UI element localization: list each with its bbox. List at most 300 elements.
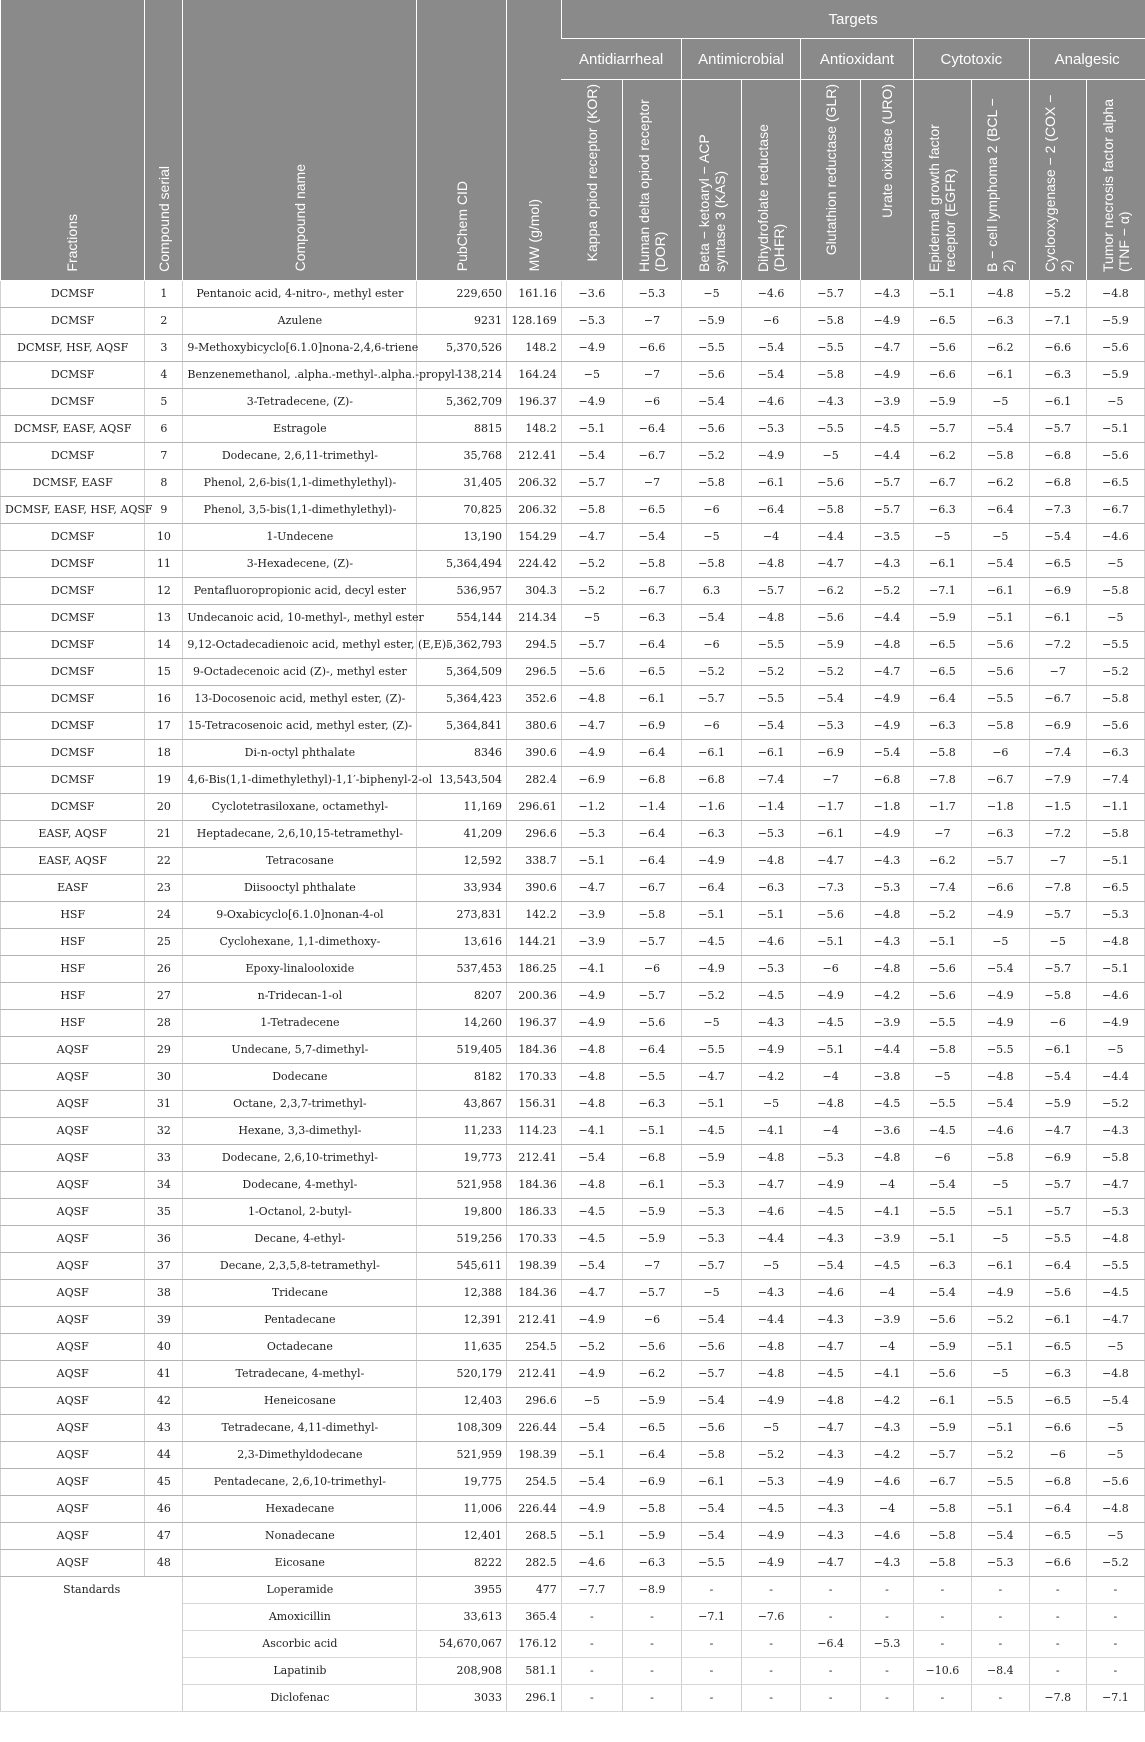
score-cell: −5.1 [971, 1198, 1029, 1225]
score-cell: −5.9 [913, 388, 971, 415]
standard-row [1, 1576, 1145, 1603]
header-target-egfr: Epidermal growth factor receptor (EGFR) [913, 80, 971, 281]
score-cell: −5.6 [1086, 334, 1144, 361]
score-cell: −5.8 [913, 1522, 971, 1549]
table-row [1, 1090, 1145, 1117]
serial-cell: 43 [145, 1414, 183, 1441]
score-cell: −5.6 [1086, 442, 1144, 469]
cid-cell: 229,650 [417, 280, 507, 307]
compound-name-cell: 2,3-Dimethyldodecane [183, 1441, 417, 1468]
score-cell: −5.6 [913, 955, 971, 982]
score-cell: −5.6 [561, 658, 622, 685]
score-cell: −4.5 [801, 1198, 861, 1225]
mw-cell: 206.32 [507, 469, 562, 496]
header-category-analgesic: Analgesic [1029, 39, 1144, 80]
compound-name-cell: Dodecane, 2,6,10-trimethyl- [183, 1144, 417, 1171]
mw-cell: 184.36 [507, 1279, 562, 1306]
score-cell: −5.5 [681, 334, 741, 361]
score-cell: −5.9 [913, 1333, 971, 1360]
table-row [1, 1333, 1145, 1360]
score-cell: −5 [971, 1171, 1029, 1198]
score-cell: −4.4 [742, 1306, 801, 1333]
compound-name-cell: n-Tridecan-1-ol [183, 982, 417, 1009]
cid-cell: 19,800 [417, 1198, 507, 1225]
compound-name-cell: Pentanoic acid, 4-nitro-, methyl ester [183, 280, 417, 307]
cid-cell: 554,144 [417, 604, 507, 631]
mw-cell: 254.5 [507, 1468, 562, 1495]
score-cell: −5.1 [801, 1036, 861, 1063]
score-cell: −4.9 [561, 388, 622, 415]
score-cell: −5.9 [681, 307, 741, 334]
score-cell: −4 [861, 1495, 914, 1522]
score-cell: −4.3 [801, 388, 861, 415]
score-cell: - [861, 1657, 914, 1684]
score-cell: −6.5 [1086, 469, 1144, 496]
score-cell: −6.4 [622, 631, 681, 658]
compound-name-cell: Pentadecane [183, 1306, 417, 1333]
score-cell: −5.9 [913, 1414, 971, 1441]
score-cell: −5.4 [681, 1387, 741, 1414]
score-cell: −7.1 [681, 1603, 741, 1630]
score-cell: −5.2 [681, 658, 741, 685]
score-cell: −4.3 [801, 1306, 861, 1333]
table-header [1, 0, 1145, 280]
fraction-cell: AQSF [1, 1306, 145, 1333]
serial-cell: 18 [145, 739, 183, 766]
compound-name-cell: Undecanoic acid, 10-methyl-, methyl ester [183, 604, 417, 631]
score-cell: - [561, 1684, 622, 1711]
score-cell: −5.7 [681, 1252, 741, 1279]
score-cell: −4.7 [561, 712, 622, 739]
score-cell: - [742, 1684, 801, 1711]
score-cell: −5 [1086, 604, 1144, 631]
score-cell: −4.9 [861, 685, 914, 712]
score-cell: −6.5 [622, 1414, 681, 1441]
serial-cell: 21 [145, 820, 183, 847]
mw-cell: 148.2 [507, 334, 562, 361]
mw-cell: 352.6 [507, 685, 562, 712]
fraction-cell: DCMSF [1, 658, 145, 685]
score-cell: −4.7 [801, 1549, 861, 1576]
score-cell: - [742, 1576, 801, 1603]
score-cell: −4.3 [861, 847, 914, 874]
score-cell: −6.7 [1086, 496, 1144, 523]
score-cell: −5.2 [1086, 658, 1144, 685]
mw-cell: 226.44 [507, 1414, 562, 1441]
cid-cell: 5,364,423 [417, 685, 507, 712]
score-cell: −5.7 [681, 1360, 741, 1387]
score-cell: −5.4 [561, 1414, 622, 1441]
score-cell: −6.2 [971, 334, 1029, 361]
score-cell: −5.7 [561, 631, 622, 658]
score-cell: −4.7 [1086, 1306, 1144, 1333]
score-cell: −7 [1029, 658, 1086, 685]
mw-cell: 296.1 [507, 1684, 562, 1711]
score-cell: −4.6 [1086, 523, 1144, 550]
table-row [1, 766, 1145, 793]
compound-name-cell: Octane, 2,3,7-trimethyl- [183, 1090, 417, 1117]
score-cell: −5.8 [561, 496, 622, 523]
header-category-antioxidant: Antioxidant [801, 39, 914, 80]
score-cell: −5 [681, 1279, 741, 1306]
score-cell: −4.2 [742, 1063, 801, 1090]
score-cell: −5.1 [801, 928, 861, 955]
score-cell: - [561, 1630, 622, 1657]
score-cell: −6.3 [971, 820, 1029, 847]
score-cell: −5.9 [622, 1387, 681, 1414]
score-cell: −5.2 [971, 1441, 1029, 1468]
serial-cell: 41 [145, 1360, 183, 1387]
fraction-cell: HSF [1, 1009, 145, 1036]
score-cell: −6.5 [1029, 1522, 1086, 1549]
score-cell: −1.5 [1029, 793, 1086, 820]
score-cell: −6.5 [1029, 550, 1086, 577]
score-cell: −6.5 [1086, 874, 1144, 901]
score-cell: −4.9 [1086, 1009, 1144, 1036]
score-cell: −5.8 [801, 496, 861, 523]
mw-cell: 365.4 [507, 1603, 562, 1630]
score-cell: - [861, 1684, 914, 1711]
mw-cell: 212.41 [507, 1306, 562, 1333]
compound-name-cell: Diisooctyl phthalate [183, 874, 417, 901]
score-cell: −6.6 [1029, 334, 1086, 361]
score-cell: - [681, 1630, 741, 1657]
score-cell: −5.6 [622, 1333, 681, 1360]
score-cell: −5.7 [622, 982, 681, 1009]
mw-cell: 196.37 [507, 388, 562, 415]
mw-cell: 390.6 [507, 739, 562, 766]
score-cell: −6.1 [971, 1252, 1029, 1279]
fraction-cell: AQSF [1, 1522, 145, 1549]
score-cell: - [913, 1603, 971, 1630]
fraction-cell: DCMSF [1, 361, 145, 388]
score-cell: −4.8 [742, 1144, 801, 1171]
score-cell: - [1086, 1576, 1144, 1603]
compound-name-cell: Decane, 2,3,5,8-tetramethyl- [183, 1252, 417, 1279]
score-cell: −5 [681, 1009, 741, 1036]
score-cell: −4.6 [742, 1198, 801, 1225]
score-cell: −6.1 [742, 469, 801, 496]
serial-cell: 7 [145, 442, 183, 469]
score-cell: −5.1 [561, 847, 622, 874]
table-row [1, 1198, 1145, 1225]
score-cell: −6.3 [681, 820, 741, 847]
score-cell: −4.8 [561, 685, 622, 712]
header-target-kas: Beta − ketoaryl − ACP syntase 3 (KAS) [681, 80, 741, 281]
score-cell: −5.6 [913, 1360, 971, 1387]
mw-cell: 154.29 [507, 523, 562, 550]
score-cell: −4.6 [801, 1279, 861, 1306]
score-cell: −6.5 [1029, 1333, 1086, 1360]
score-cell: −5.4 [681, 1306, 741, 1333]
cid-cell: 5,364,494 [417, 550, 507, 577]
compound-name-cell: Diclofenac [183, 1684, 417, 1711]
compound-name-cell: Pentafluoropropionic acid, decyl ester [183, 577, 417, 604]
fraction-cell: AQSF [1, 1198, 145, 1225]
fraction-cell: DCMSF [1, 388, 145, 415]
cid-cell: 13,543,504 [417, 766, 507, 793]
mw-cell: 224.42 [507, 550, 562, 577]
score-cell: −5.9 [622, 1198, 681, 1225]
score-cell: −5.6 [1086, 712, 1144, 739]
score-cell: −4.8 [1086, 280, 1144, 307]
score-cell: −1.4 [742, 793, 801, 820]
score-cell: −6.2 [913, 847, 971, 874]
score-cell: −5.8 [913, 739, 971, 766]
fraction-cell: EASF, AQSF [1, 847, 145, 874]
serial-cell: 23 [145, 874, 183, 901]
score-cell: −4.8 [971, 280, 1029, 307]
score-cell: - [913, 1576, 971, 1603]
score-cell: - [622, 1657, 681, 1684]
score-cell: −4.7 [801, 1414, 861, 1441]
score-cell: −4.5 [861, 1090, 914, 1117]
score-cell: −4.5 [681, 1117, 741, 1144]
serial-cell: 34 [145, 1171, 183, 1198]
score-cell: −4.9 [742, 1036, 801, 1063]
score-cell: −5.3 [971, 1549, 1029, 1576]
score-cell: −4.9 [561, 1306, 622, 1333]
mw-cell: 338.7 [507, 847, 562, 874]
cid-cell: 8222 [417, 1549, 507, 1576]
header-target-cox2: Cyclooxygenase − 2 (COX − 2) [1029, 80, 1086, 281]
score-cell: −4.6 [1086, 982, 1144, 1009]
score-cell: −5.3 [561, 820, 622, 847]
score-cell: −6.3 [913, 496, 971, 523]
score-cell: - [742, 1630, 801, 1657]
mw-cell: 212.41 [507, 442, 562, 469]
compound-name-cell: Heptadecane, 2,6,10,15-tetramethyl- [183, 820, 417, 847]
score-cell: −5.8 [681, 469, 741, 496]
fraction-cell: DCMSF [1, 631, 145, 658]
score-cell: −5 [971, 928, 1029, 955]
score-cell: −4.3 [861, 550, 914, 577]
fraction-cell: DCMSF [1, 766, 145, 793]
score-cell: - [561, 1603, 622, 1630]
header-target-dhfr: Dihydrofolate reductase (DHFR) [742, 80, 801, 281]
score-cell: −6.9 [561, 766, 622, 793]
score-cell: −6.8 [681, 766, 741, 793]
score-cell: −4.7 [742, 1171, 801, 1198]
score-cell: −5.4 [561, 442, 622, 469]
score-cell: −3.9 [861, 1225, 914, 1252]
score-cell: −4.9 [742, 1549, 801, 1576]
score-cell: −5.8 [801, 361, 861, 388]
fraction-cell: HSF [1, 901, 145, 928]
score-cell: −6 [1029, 1441, 1086, 1468]
serial-cell: 1 [145, 280, 183, 307]
serial-cell: 40 [145, 1333, 183, 1360]
score-cell: −4 [861, 1279, 914, 1306]
mw-cell: 198.39 [507, 1252, 562, 1279]
score-cell: −3.9 [861, 1306, 914, 1333]
score-cell: −5.3 [681, 1225, 741, 1252]
compound-name-cell: Decane, 4-ethyl- [183, 1225, 417, 1252]
score-cell: −5.2 [1086, 1090, 1144, 1117]
cid-cell: 520,179 [417, 1360, 507, 1387]
score-cell: - [913, 1684, 971, 1711]
score-cell: −4.6 [861, 1522, 914, 1549]
table-row [1, 1144, 1145, 1171]
fraction-cell: DCMSF [1, 307, 145, 334]
score-cell: −6.4 [1029, 1495, 1086, 1522]
score-cell: - [971, 1684, 1029, 1711]
score-cell: −6.4 [801, 1630, 861, 1657]
score-cell: - [681, 1684, 741, 1711]
fraction-cell: DCMSF, EASF [1, 469, 145, 496]
score-cell: −6.3 [742, 874, 801, 901]
cid-cell: 5,364,841 [417, 712, 507, 739]
mw-cell: 390.6 [507, 874, 562, 901]
score-cell: −5.6 [622, 1009, 681, 1036]
fraction-cell: AQSF [1, 1036, 145, 1063]
score-cell: −5.4 [861, 739, 914, 766]
score-cell: −6.7 [622, 577, 681, 604]
score-cell: −4.8 [1086, 928, 1144, 955]
fraction-cell: AQSF [1, 1063, 145, 1090]
score-cell: −6 [971, 739, 1029, 766]
score-cell: −4 [742, 523, 801, 550]
serial-cell: 14 [145, 631, 183, 658]
score-cell: −5.3 [861, 1630, 914, 1657]
cid-cell: 3033 [417, 1684, 507, 1711]
score-cell: −5.7 [913, 415, 971, 442]
score-cell: −4.3 [801, 1225, 861, 1252]
mw-cell: 144.21 [507, 928, 562, 955]
table-row [1, 442, 1145, 469]
cid-cell: 41,209 [417, 820, 507, 847]
score-cell: −6.6 [1029, 1549, 1086, 1576]
score-cell: −6.9 [622, 712, 681, 739]
score-cell: −7.2 [1029, 820, 1086, 847]
score-cell: −6.1 [622, 685, 681, 712]
score-cell: −6.3 [1029, 361, 1086, 388]
fraction-cell: AQSF [1, 1549, 145, 1576]
mw-cell: 156.31 [507, 1090, 562, 1117]
score-cell: −6.4 [971, 496, 1029, 523]
compound-name-cell: Epoxy-linalooloxide [183, 955, 417, 982]
score-cell: −7 [1029, 847, 1086, 874]
mw-cell: 254.5 [507, 1333, 562, 1360]
compound-name-cell: Amoxicillin [183, 1603, 417, 1630]
fraction-cell: AQSF [1, 1360, 145, 1387]
score-cell: −5.3 [742, 1468, 801, 1495]
header-target-bcl2: B − cell lymphoma 2 (BCL − 2) [971, 80, 1029, 281]
score-cell: −6.3 [1029, 1360, 1086, 1387]
cid-cell: 8182 [417, 1063, 507, 1090]
score-cell: −4.1 [861, 1360, 914, 1387]
score-cell: - [1029, 1603, 1086, 1630]
score-cell: −4.9 [861, 361, 914, 388]
serial-cell: 3 [145, 334, 183, 361]
table-row [1, 847, 1145, 874]
mw-cell: 380.6 [507, 712, 562, 739]
cid-cell: 11,006 [417, 1495, 507, 1522]
score-cell: −4.3 [861, 928, 914, 955]
mw-cell: 164.24 [507, 361, 562, 388]
score-cell: −5.5 [1086, 631, 1144, 658]
compound-name-cell: Tetracosane [183, 847, 417, 874]
serial-cell: 24 [145, 901, 183, 928]
cid-cell: 33,934 [417, 874, 507, 901]
cid-cell: 208,908 [417, 1657, 507, 1684]
score-cell: −4.9 [861, 712, 914, 739]
cid-cell: 12,403 [417, 1387, 507, 1414]
score-cell: −4.9 [561, 739, 622, 766]
table-row [1, 1279, 1145, 1306]
score-cell: −5.8 [913, 1495, 971, 1522]
score-cell: −5.7 [1029, 415, 1086, 442]
score-cell: −4.6 [861, 1468, 914, 1495]
score-cell: −5.7 [913, 1441, 971, 1468]
compound-name-cell: Dodecane, 2,6,11-trimethyl- [183, 442, 417, 469]
score-cell: −7.4 [1029, 739, 1086, 766]
score-cell: −5.7 [561, 469, 622, 496]
compound-name-cell: Tetradecane, 4-methyl- [183, 1360, 417, 1387]
cid-cell: 273,831 [417, 901, 507, 928]
score-cell: −7.9 [1029, 766, 1086, 793]
score-cell: −7.8 [913, 766, 971, 793]
score-cell: −5.5 [913, 1090, 971, 1117]
score-cell: −4.9 [561, 982, 622, 1009]
score-cell: −5.7 [681, 685, 741, 712]
score-cell: −5.4 [971, 1090, 1029, 1117]
score-cell: −6.4 [622, 847, 681, 874]
score-cell: −5 [1086, 1333, 1144, 1360]
score-cell: - [681, 1576, 741, 1603]
cid-cell: 11,635 [417, 1333, 507, 1360]
score-cell: −1.6 [681, 793, 741, 820]
score-cell: −4.9 [971, 1009, 1029, 1036]
score-cell: −6.1 [742, 739, 801, 766]
score-cell: −4.7 [1086, 1171, 1144, 1198]
score-cell: −5.4 [742, 361, 801, 388]
score-cell: −6.9 [1029, 577, 1086, 604]
score-cell: −5.5 [681, 1036, 741, 1063]
fraction-cell: AQSF [1, 1171, 145, 1198]
table-row [1, 1360, 1145, 1387]
table-row [1, 1117, 1145, 1144]
serial-cell: 11 [145, 550, 183, 577]
fraction-cell: EASF [1, 874, 145, 901]
score-cell: −5.7 [1029, 955, 1086, 982]
mw-cell: 170.33 [507, 1225, 562, 1252]
compound-name-cell: Tridecane [183, 1279, 417, 1306]
header-target-kor: Kappa opiod receptor (KOR) [561, 80, 622, 281]
score-cell: −7.1 [913, 577, 971, 604]
score-cell: −5.8 [1086, 820, 1144, 847]
score-cell: −5.6 [971, 631, 1029, 658]
cid-cell: 3955 [417, 1576, 507, 1603]
mw-cell: 226.44 [507, 1495, 562, 1522]
score-cell: −5.4 [742, 334, 801, 361]
score-cell: −5.5 [681, 1549, 741, 1576]
cid-cell: 11,169 [417, 793, 507, 820]
score-cell: −5.4 [561, 1252, 622, 1279]
serial-cell: 44 [145, 1441, 183, 1468]
score-cell: −4.8 [742, 847, 801, 874]
compound-name-cell: 9-Oxabicyclo[6.1.0]nonan-4-ol [183, 901, 417, 928]
score-cell: −5.6 [681, 361, 741, 388]
score-cell: −4.3 [861, 280, 914, 307]
header-fractions: Fractions [1, 0, 145, 280]
cid-cell: 108,309 [417, 1414, 507, 1441]
serial-cell: 16 [145, 685, 183, 712]
score-cell: −4.9 [681, 955, 741, 982]
score-cell: −1.1 [1086, 793, 1144, 820]
score-cell: −5.7 [861, 496, 914, 523]
cid-cell: 12,388 [417, 1279, 507, 1306]
